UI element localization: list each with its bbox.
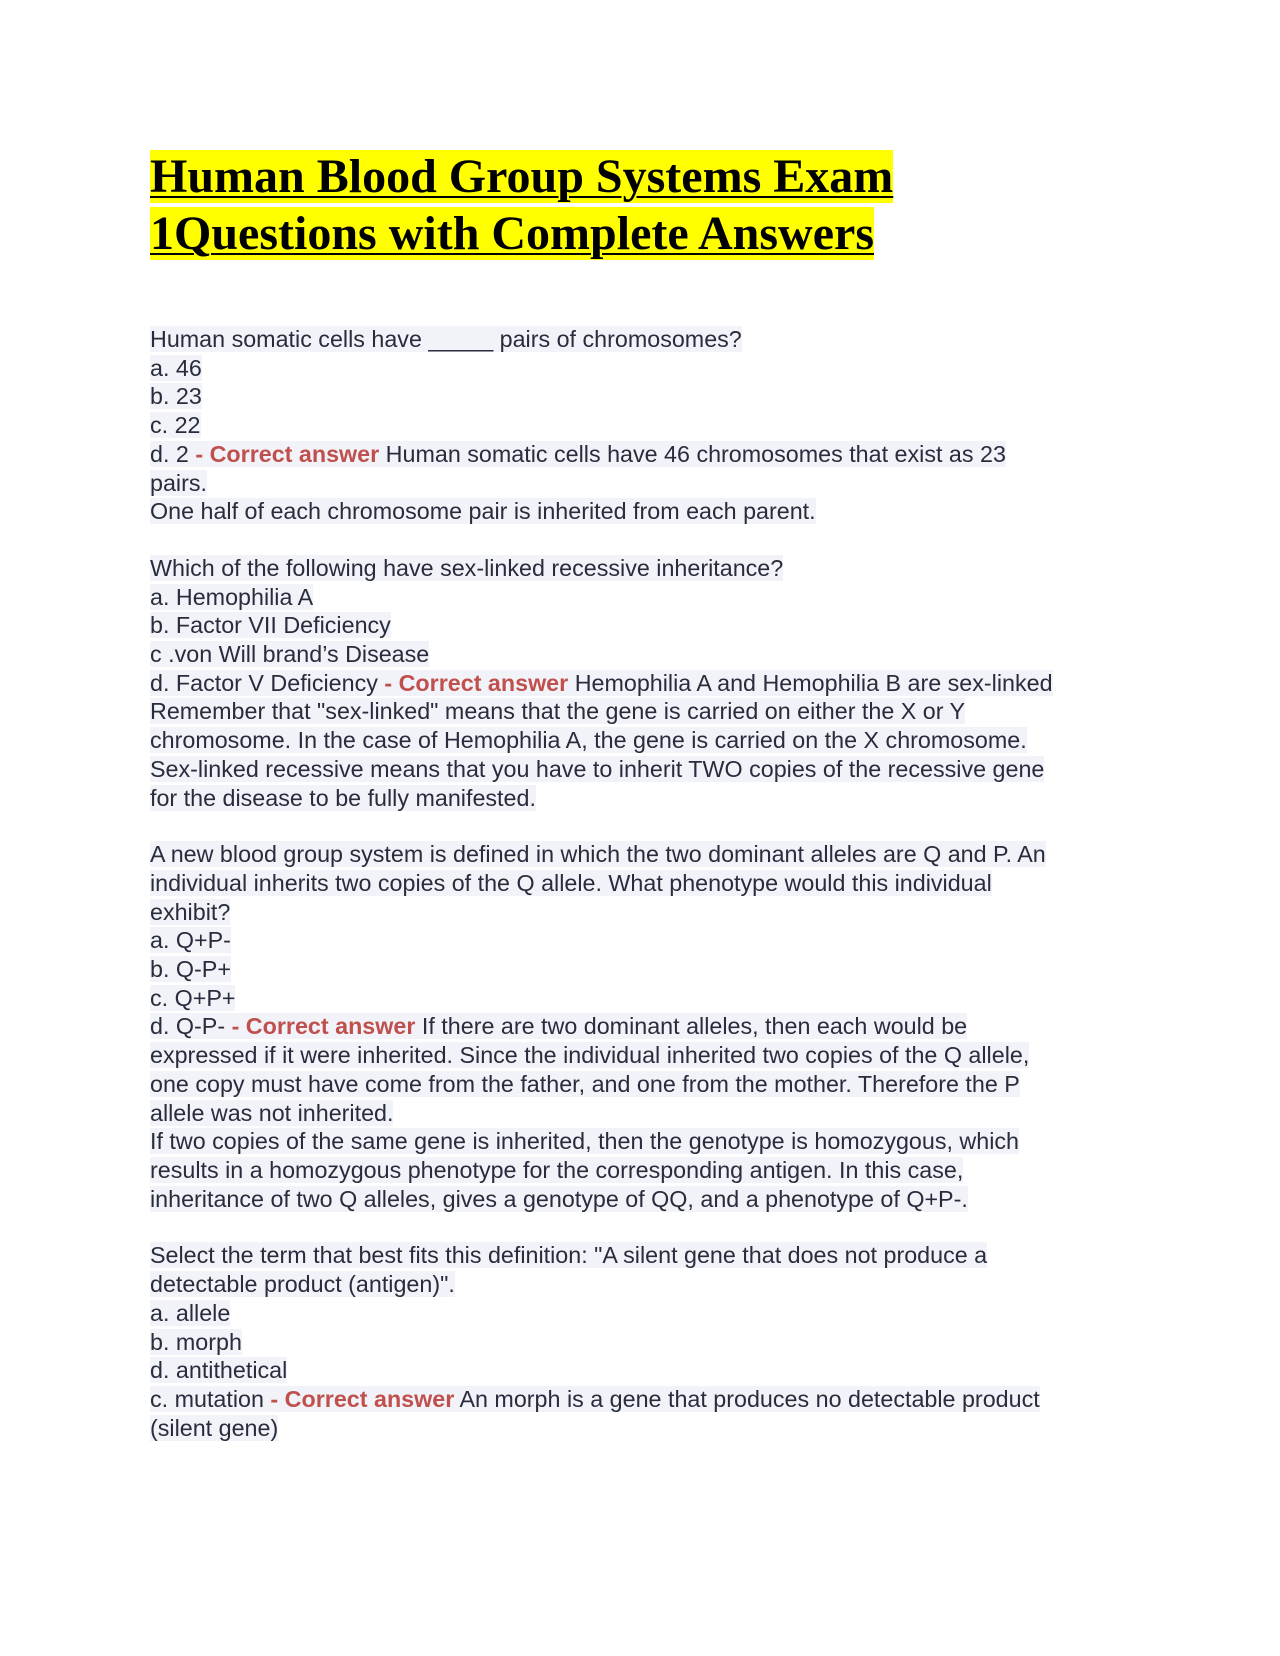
question-block: [150, 840, 1140, 1213]
question-text-line: [150, 1270, 1140, 1299]
answer-explanation: Hemophilia A and Hemophilia B are sex-linked: [568, 669, 1053, 696]
answer-option-line: [150, 611, 1140, 640]
answer-explanation: Remember that "sex-linked" means that the gene is carried on either the X or Y: [150, 698, 966, 725]
answer-explanation: inheritance of two Q alleles, gives a genotype of QQ, and a phenotype of Q+P-.: [150, 1185, 968, 1212]
answer-explanation-line: [150, 1099, 1140, 1128]
question-text-line: [150, 325, 1140, 354]
correct-answer-line: [150, 669, 1140, 698]
document-title: [150, 148, 1140, 262]
answer-explanation: If there are two dominant alleles, then each would be: [415, 1013, 968, 1040]
answer-explanation: for the disease to be fully manifested.: [150, 784, 536, 811]
answer-option-line: [150, 382, 1140, 411]
answer-explanation: An morph is a gene that produces no detectable product: [454, 1385, 1040, 1412]
question-text-line: [150, 840, 1140, 869]
answer-option: b. Q-P+: [150, 956, 231, 983]
answer-explanation-line: [150, 784, 1140, 813]
correct-answer-line: [150, 1012, 1140, 1041]
answer-explanation-line: [150, 1070, 1140, 1099]
question-text-line: [150, 1241, 1140, 1270]
answer-option-line: [150, 926, 1140, 955]
question-text-line: [150, 898, 1140, 927]
answer-option: b. 23: [150, 383, 202, 410]
answer-option: c. mutation: [150, 1385, 271, 1412]
question-text-line: [150, 869, 1140, 898]
answer-option-line: [150, 1328, 1140, 1357]
answer-option: c. Q+P+: [150, 984, 236, 1011]
answer-explanation: expressed if it were inherited. Since the individual inherited two copies of the Q allele,: [150, 1042, 1030, 1069]
correct-answer-label: - Correct answer: [195, 440, 380, 467]
answer-option: c. 22: [150, 412, 201, 439]
answer-explanation: chromosome. In the case of Hemophilia A, the gene is carried on the X chromosome.: [150, 727, 1027, 754]
answer-option: d. Factor V Deficiency: [150, 669, 385, 696]
title-line-2: 1Questions with Complete Answers: [150, 207, 875, 260]
answer-option: c .von Will brand’s Disease: [150, 641, 430, 668]
question-text: Select the term that best fits this definition: "A silent gene that does not produce a: [150, 1242, 988, 1269]
answer-explanation: allele was not inherited.: [150, 1099, 394, 1126]
question-text: Human somatic cells have _____ pairs of chromosomes?: [150, 326, 742, 352]
question-block: [150, 325, 1140, 526]
answer-option-line: [150, 1356, 1140, 1385]
answer-explanation: If two copies of the same gene is inherited, then the genotype is homozygous, which: [150, 1128, 1019, 1155]
question-text: Which of the following have sex-linked recessive inheritance?: [150, 554, 784, 581]
answer-explanation: results in a homozygous phenotype for the corresponding antigen. In this case,: [150, 1156, 964, 1183]
question-text: individual inherits two copies of the Q allele. What phenotype would this individual: [150, 869, 992, 896]
answer-option: d. antithetical: [150, 1357, 288, 1384]
answer-explanation-line: [150, 469, 1140, 498]
question-text: exhibit?: [150, 898, 231, 925]
answer-option: d. Q-P-: [150, 1013, 232, 1040]
question-text: detectable product (antigen)".: [150, 1271, 455, 1298]
answer-explanation-line: [150, 697, 1140, 726]
answer-explanation-line: [150, 755, 1140, 784]
answer-option-line: [150, 411, 1140, 440]
answer-explanation-line: [150, 497, 1140, 526]
answer-explanation: Sex-linked recessive means that you have to inherit TWO copies of the recessive gene: [150, 755, 1045, 782]
answer-option-line: [150, 984, 1140, 1013]
question-text: A new blood group system is defined in which the two dominant alleles are Q and P. An: [150, 841, 1046, 868]
answer-explanation-line: [150, 726, 1140, 755]
title-line-1: Human Blood Group Systems Exam: [150, 150, 894, 203]
answer-explanation: Human somatic cells have 46 chromosomes that exist as 23: [379, 440, 1006, 467]
correct-answer-label: - Correct answer: [270, 1385, 455, 1412]
question-block: [150, 554, 1140, 812]
answer-option: b. morph: [150, 1328, 242, 1355]
answer-option-line: [150, 354, 1140, 383]
answer-option: d. 2: [150, 440, 196, 467]
answer-explanation-line: [150, 1127, 1140, 1156]
answer-option: a. Q+P-: [150, 927, 231, 954]
answer-option: a. Hemophilia A: [150, 583, 314, 610]
question-block: [150, 1241, 1140, 1442]
correct-answer-label: - Correct answer: [231, 1013, 416, 1040]
answer-explanation: One half of each chromosome pair is inherited from each parent.: [150, 498, 816, 525]
correct-answer-line: [150, 440, 1140, 469]
answer-explanation-line: [150, 1041, 1140, 1070]
answer-explanation-line: [150, 1156, 1140, 1185]
answer-option-line: [150, 640, 1140, 669]
answer-option: a. 46: [150, 354, 202, 381]
answer-explanation: pairs.: [150, 469, 207, 496]
answer-option-line: [150, 583, 1140, 612]
correct-answer-line: [150, 1385, 1140, 1414]
answer-explanation-line: [150, 1414, 1140, 1443]
question-text-line: [150, 554, 1140, 583]
question-list: [150, 325, 1140, 1442]
correct-answer-label: - Correct answer: [384, 669, 569, 696]
answer-explanation-line: [150, 1185, 1140, 1214]
answer-option: a. allele: [150, 1299, 231, 1326]
answer-explanation: (silent gene): [150, 1414, 279, 1441]
answer-option-line: [150, 955, 1140, 984]
answer-option: b. Factor VII Deficiency: [150, 612, 391, 639]
answer-explanation: one copy must have come from the father, and one from the mother. Therefore the P: [150, 1070, 1020, 1097]
document-page: [150, 148, 1140, 1470]
answer-option-line: [150, 1299, 1140, 1328]
